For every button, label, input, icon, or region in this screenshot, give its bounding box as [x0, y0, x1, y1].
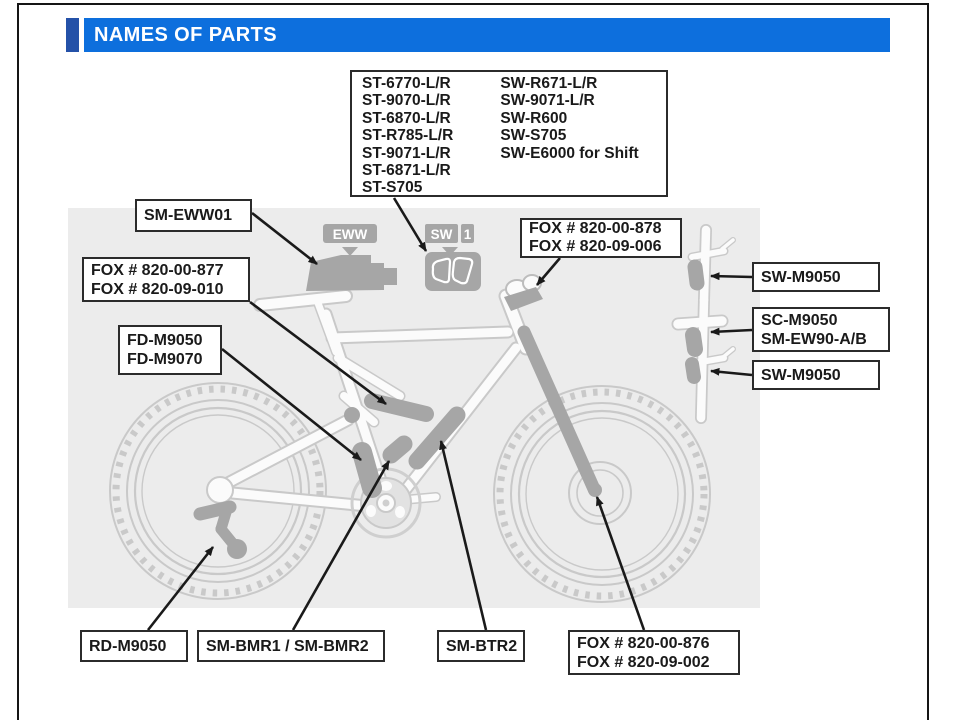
- callout-text: FOX # 820-00-878: [529, 220, 662, 237]
- callout-text: FD-M9050: [127, 332, 203, 349]
- shifter-item: ST-6871-L/R: [362, 162, 451, 180]
- front-hub-part: [588, 483, 602, 497]
- page-title: NAMES OF PARTS: [94, 23, 278, 46]
- leader-sw-top: [711, 276, 752, 277]
- switch-item: SW-E6000 for Shift: [500, 144, 639, 162]
- callout-rd: [80, 630, 188, 662]
- shifter-item: ST-9070-L/R: [362, 92, 451, 110]
- leader-fox-878: [537, 258, 560, 285]
- callout-text: FOX # 820-09-006: [529, 238, 662, 255]
- callout-text: SM-EWW01: [144, 207, 232, 224]
- leader-bmr: [293, 461, 389, 630]
- callout-sc-m9050: [752, 307, 890, 352]
- leader-sc: [711, 330, 752, 332]
- callout-text: SW-M9050: [761, 268, 841, 286]
- shock-link-part: [344, 407, 360, 423]
- callout-text: FOX # 820-09-010: [91, 280, 224, 298]
- eww-badge-label: EWW: [332, 227, 368, 242]
- callout-fd: [118, 325, 222, 375]
- callout-btr: [437, 630, 525, 662]
- leader-btr: [441, 441, 486, 630]
- eww-badge: [323, 224, 377, 256]
- switch-unit-part: [425, 252, 481, 291]
- callout-fox-876: [568, 630, 740, 675]
- bar-switch-bottom-part: [692, 364, 694, 377]
- sw-badge-label: SW: [430, 227, 453, 242]
- leader-shifter-box: [394, 198, 426, 251]
- callout-bmr: [197, 630, 385, 662]
- front-wheel: [494, 386, 710, 602]
- switch-item: SW-R600: [500, 109, 568, 127]
- shifter-compatibility-box: [350, 70, 668, 197]
- switch-item: SW-9071-L/R: [500, 92, 595, 110]
- callout-text: SM-EW90-A/B: [761, 330, 867, 348]
- callout-text: SW-M9050: [761, 366, 841, 384]
- bar-switch-top-part: [695, 267, 697, 283]
- callout-text: SM-BTR2: [446, 637, 518, 655]
- shifter-item: ST-6870-L/R: [362, 109, 451, 127]
- callout-text: FD-M9070: [127, 351, 203, 368]
- front-derailleur-part: [362, 452, 372, 488]
- callout-fox-878: [520, 218, 682, 258]
- wireless-unit-part: [306, 255, 397, 291]
- callout-sw-m9050-top: [752, 262, 880, 292]
- callout-text: SM-BMR1 / SM-BMR2: [206, 637, 369, 655]
- handlebar-assembly: [678, 230, 733, 418]
- sw-badge-number: 1: [463, 227, 472, 242]
- switch-item: SW-R671-L/R: [500, 75, 598, 92]
- shifter-item: ST-6770-L/R: [362, 75, 451, 92]
- rear-derailleur-part: [200, 507, 247, 559]
- switch-list-column: [500, 75, 638, 195]
- shifter-item: ST-9071-L/R: [362, 144, 451, 162]
- sw-badge: [425, 224, 474, 256]
- rear-hub: [207, 477, 233, 503]
- callout-sm-eww01: [135, 199, 252, 232]
- rear-shock-part: [372, 401, 426, 414]
- shifter-list-column: [362, 75, 453, 195]
- switch-item: SW-S705: [500, 127, 567, 145]
- leader-sw-bottom: [711, 371, 752, 375]
- bar-junction-part: [693, 335, 695, 349]
- shifter-item: ST-S705: [362, 179, 423, 197]
- callout-text: FOX # 820-00-876: [577, 634, 710, 652]
- callout-fox-877: [82, 257, 250, 302]
- leader-sm-eww01: [252, 213, 317, 264]
- callout-text: FOX # 820-00-877: [91, 261, 224, 279]
- headset-spacer-part: [504, 275, 543, 311]
- callout-text: FOX # 820-09-002: [577, 653, 710, 671]
- callout-text: SC-M9050: [761, 311, 838, 329]
- battery-mount-part: [391, 444, 404, 455]
- shifter-item: ST-R785-L/R: [362, 127, 454, 145]
- callout-text: RD-M9050: [89, 637, 167, 655]
- callout-sw-m9050-bottom: [752, 360, 880, 390]
